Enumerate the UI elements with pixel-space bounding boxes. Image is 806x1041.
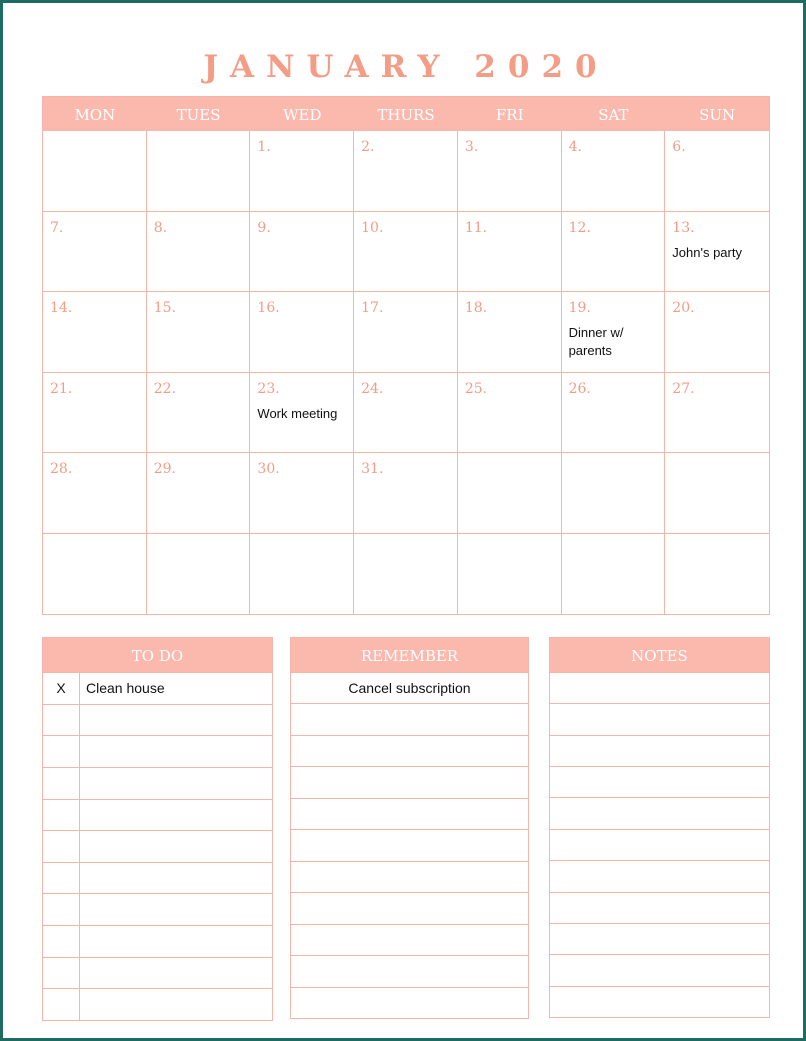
- day-cell[interactable]: [354, 453, 458, 534]
- day-cell[interactable]: [43, 292, 147, 373]
- day-cell[interactable]: [458, 453, 562, 534]
- remember-panel: [290, 637, 529, 1019]
- page-title: JANUARY 2020: [203, 49, 609, 85]
- day-number: 7.: [50, 219, 64, 236]
- weekday-label: FRI: [495, 106, 524, 124]
- todo-checkbox[interactable]: [43, 958, 80, 989]
- todo-list: [43, 672, 272, 1020]
- remember-row[interactable]: [291, 861, 528, 892]
- day-cell[interactable]: [458, 212, 562, 293]
- weekday-label: THURS: [377, 106, 435, 124]
- day-cell[interactable]: [250, 212, 354, 293]
- day-cell[interactable]: [562, 373, 666, 454]
- day-number: 17.: [361, 300, 384, 316]
- day-number: 27.: [672, 380, 695, 397]
- todo-row[interactable]: [43, 799, 272, 831]
- calendar: [42, 96, 770, 615]
- todo-checkbox[interactable]: [43, 768, 80, 799]
- day-number: 1.: [257, 139, 271, 155]
- notes-row[interactable]: [550, 954, 769, 985]
- todo-checkbox[interactable]: [43, 926, 80, 957]
- day-number: 6.: [672, 139, 686, 155]
- todo-checkbox[interactable]: [43, 863, 80, 894]
- day-number: [50, 139, 139, 157]
- day-number: [465, 461, 554, 479]
- day-number: 16.: [257, 300, 280, 316]
- day-number: 14.: [50, 300, 73, 316]
- notes-row[interactable]: [550, 923, 769, 954]
- todo-checkbox[interactable]: [43, 736, 80, 767]
- day-cell[interactable]: [43, 131, 147, 212]
- day-cell[interactable]: [43, 373, 147, 454]
- weekday-label: MON: [74, 106, 116, 124]
- day-cell[interactable]: [147, 453, 251, 534]
- notes-row[interactable]: [550, 672, 769, 703]
- day-number: 9.: [257, 219, 271, 236]
- notes-row[interactable]: [550, 986, 769, 1017]
- notes-row[interactable]: [550, 703, 769, 734]
- day-number: [154, 139, 243, 157]
- remember-row[interactable]: [291, 924, 528, 955]
- remember-row[interactable]: [291, 955, 528, 986]
- day-number: 28.: [50, 461, 73, 477]
- day-number: 20.: [672, 300, 695, 316]
- day-number: 26.: [568, 380, 591, 397]
- day-number: 18.: [464, 300, 488, 316]
- remember-row[interactable]: [291, 735, 528, 766]
- day-cell[interactable]: [147, 373, 251, 454]
- day-cell[interactable]: [354, 131, 458, 212]
- day-number: [672, 461, 762, 479]
- notes-row[interactable]: [550, 797, 769, 828]
- todo-row[interactable]: [43, 925, 272, 957]
- day-number: 29.: [153, 461, 176, 477]
- day-number: [569, 542, 658, 560]
- remember-row[interactable]: [291, 766, 528, 797]
- day-cell[interactable]: [354, 373, 458, 454]
- day-number: [672, 542, 762, 560]
- notes-list: [550, 672, 769, 1017]
- todo-checkbox[interactable]: X: [43, 673, 80, 704]
- remember-heading: REMEMBER: [291, 638, 528, 672]
- day-cell[interactable]: [665, 131, 769, 212]
- day-cell[interactable]: [665, 453, 769, 534]
- weekday-label: WED: [283, 106, 322, 124]
- day-number: 12.: [568, 219, 591, 236]
- day-event: John's party: [672, 244, 742, 260]
- todo-heading: TO DO: [43, 638, 272, 672]
- remember-row[interactable]: [291, 703, 528, 734]
- day-number: [257, 542, 346, 560]
- day-cell[interactable]: [43, 212, 147, 293]
- notes-row[interactable]: [550, 766, 769, 797]
- day-cell[interactable]: [250, 453, 354, 534]
- weekday-header: [43, 97, 769, 131]
- day-cell[interactable]: [458, 292, 562, 373]
- day-number: 31.: [361, 461, 384, 477]
- notes-heading: NOTES: [550, 638, 769, 672]
- todo-row[interactable]: [43, 893, 272, 925]
- day-cell[interactable]: [665, 292, 769, 373]
- todo-row[interactable]: [43, 704, 272, 736]
- day-number: 2.: [361, 139, 375, 155]
- todo-text[interactable]: Clean house: [86, 680, 165, 697]
- day-cell[interactable]: [458, 534, 562, 615]
- todo-row[interactable]: [43, 672, 272, 704]
- todo-row[interactable]: [43, 767, 272, 799]
- remember-row[interactable]: [291, 829, 528, 860]
- notes-row[interactable]: [550, 829, 769, 860]
- day-cell[interactable]: [562, 131, 666, 212]
- calendar-grid: [43, 131, 769, 614]
- day-number: 11.: [464, 219, 488, 236]
- todo-checkbox[interactable]: [43, 800, 80, 831]
- day-cell[interactable]: [250, 534, 354, 615]
- day-cell[interactable]: [354, 534, 458, 615]
- notes-panel: [549, 637, 770, 1018]
- day-cell[interactable]: [354, 212, 458, 293]
- remember-row[interactable]: [291, 672, 528, 703]
- remember-row[interactable]: [291, 892, 528, 923]
- todo-row[interactable]: [43, 862, 272, 894]
- day-cell[interactable]: [458, 131, 562, 212]
- weekday-label: SAT: [598, 106, 629, 124]
- day-cell[interactable]: [147, 131, 251, 212]
- todo-row[interactable]: [43, 735, 272, 767]
- day-event: Work meeting: [257, 405, 338, 421]
- day-cell[interactable]: [147, 212, 251, 293]
- todo-checkbox[interactable]: [43, 705, 80, 736]
- day-cell[interactable]: [250, 373, 354, 454]
- day-cell[interactable]: [562, 292, 666, 373]
- todo-checkbox[interactable]: [43, 831, 80, 862]
- todo-panel: [42, 637, 273, 1021]
- day-cell[interactable]: [562, 453, 666, 534]
- remember-row[interactable]: [291, 798, 528, 829]
- day-cell[interactable]: [665, 373, 769, 454]
- day-number: 21.: [50, 380, 73, 397]
- day-cell[interactable]: [562, 212, 666, 293]
- day-cell[interactable]: [354, 292, 458, 373]
- remember-list: [291, 672, 528, 1018]
- day-cell[interactable]: [43, 534, 147, 615]
- day-number: [465, 542, 554, 560]
- day-cell[interactable]: [250, 292, 354, 373]
- day-cell[interactable]: [147, 534, 251, 615]
- day-number: 10.: [361, 219, 384, 236]
- day-number: 19.: [568, 300, 591, 316]
- day-number: 23.: [257, 380, 280, 397]
- day-number: 30.: [257, 461, 280, 477]
- day-cell[interactable]: [147, 292, 251, 373]
- todo-row[interactable]: [43, 957, 272, 989]
- todo-checkbox[interactable]: [43, 894, 80, 925]
- day-number: [50, 542, 139, 560]
- day-event: Dinner w/ parents: [568, 325, 624, 358]
- notes-row[interactable]: [550, 860, 769, 891]
- day-cell[interactable]: [250, 131, 354, 212]
- day-cell[interactable]: [458, 373, 562, 454]
- notes-row[interactable]: [550, 735, 769, 766]
- day-number: 24.: [361, 380, 384, 397]
- day-number: 8.: [153, 219, 168, 236]
- day-number: [361, 542, 450, 560]
- todo-checkbox[interactable]: [43, 989, 80, 1020]
- day-number: 4.: [568, 139, 582, 155]
- day-number: [154, 542, 243, 560]
- day-number: [569, 461, 658, 479]
- day-number: 3.: [464, 139, 479, 155]
- day-number: 13.: [672, 219, 695, 236]
- todo-row[interactable]: [43, 830, 272, 862]
- day-number: 22.: [153, 380, 176, 397]
- day-number: 15.: [153, 300, 176, 316]
- remember-text[interactable]: Cancel subscription: [348, 680, 471, 697]
- remember-row[interactable]: [291, 987, 528, 1018]
- notes-row[interactable]: [550, 892, 769, 923]
- day-cell[interactable]: [43, 453, 147, 534]
- day-cell[interactable]: [665, 534, 769, 615]
- weekday-label: SUN: [699, 106, 736, 124]
- day-cell[interactable]: [562, 534, 666, 615]
- todo-row[interactable]: [43, 988, 272, 1020]
- weekday-label: TUES: [176, 106, 221, 124]
- day-cell[interactable]: [665, 212, 769, 293]
- day-number: 25.: [464, 380, 488, 397]
